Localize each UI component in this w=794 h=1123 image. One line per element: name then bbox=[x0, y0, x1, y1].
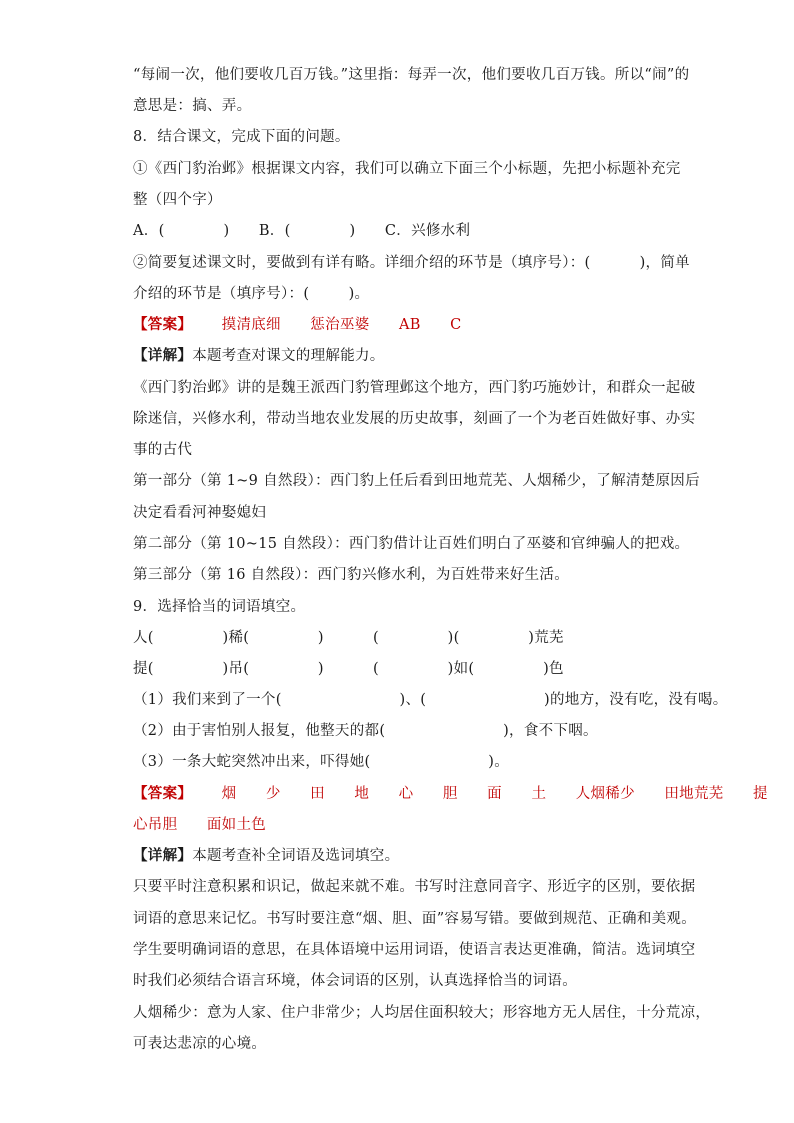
text-line: 学生要明确词语的意思，在具体语境中运用词语，使语言表达更准确，简洁。选词填空 bbox=[133, 942, 696, 958]
text-line: 除迷信，兴修水利，带动当地农业发展的历史故事，刻画了一个为老百姓做好事、办实 bbox=[133, 411, 696, 427]
answer-label: 【答案】 bbox=[133, 785, 193, 802]
detail-label: 【详解】 bbox=[133, 347, 193, 364]
text-line: A．( ) B．( ) C．兴修水利 bbox=[133, 223, 471, 239]
text-line: ①《西门豹治邺》根据课文内容，我们可以确立下面三个小标题，先把小标题补充完 bbox=[133, 161, 681, 177]
answer-text: 烟 少 田 地 心 胆 面 土 人烟稀少 田地荒芜 提 bbox=[192, 786, 768, 802]
detail-text: 本题考查对课文的理解能力。 bbox=[192, 348, 385, 364]
text-line: （1）我们来到了一个( )、( )的地方，没有吃，没有喝。 bbox=[133, 692, 728, 708]
text-line: 人烟稀少：意为人家、住户非常少；人均居住面积较大；形容地方无人居住，十分荒凉， bbox=[133, 1005, 711, 1021]
text-line: 提( )吊( ) ( )如( )色 bbox=[133, 661, 564, 677]
text-line: 《西门豹治邺》讲的是魏王派西门豹管理邺这个地方，西门豹巧施妙计，和群众一起破 bbox=[133, 380, 696, 396]
detail-line bbox=[133, 346, 385, 366]
answer-line bbox=[133, 315, 462, 335]
text-line: 人( )稀( ) ( )( )荒芜 bbox=[133, 630, 564, 646]
text-line: 事的古代 bbox=[133, 442, 193, 458]
text-line: 词语的意思来记忆。书写时要注意“烟、胆、面”容易写错。要做到规范、正确和美观。 bbox=[133, 911, 697, 927]
detail-label: 【详解】 bbox=[133, 847, 193, 864]
text-line: 整（四个字） bbox=[133, 192, 222, 208]
text-line: 介绍的环节是（填序号）：( )。 bbox=[133, 286, 370, 302]
text-line: 意思是：搞、弄。 bbox=[133, 98, 252, 114]
text-line: 第三部分（第 16 自然段）：西门豹兴修水利，为百姓带来好生活。 bbox=[133, 567, 570, 583]
answer-line bbox=[133, 784, 768, 804]
text-line: 可表达悲凉的心境。 bbox=[133, 1036, 267, 1052]
text-line: （2）由于害怕别人报复，他整天的都( )，食不下咽。 bbox=[133, 723, 598, 739]
text-line: ②简要复述课文时，要做到有详有略。详细介绍的环节是（填序号）：( )，简单 bbox=[133, 255, 690, 271]
text-line: 第一部分（第 1~9 自然段）：西门豹上任后看到田地荒芜、人烟稀少，了解清楚原因后 bbox=[133, 473, 700, 489]
text-line: 第二部分（第 10~15 自然段）：西门豹借计让百姓们明白了巫婆和官绅骗人的把戏。 bbox=[133, 536, 690, 552]
answer-label: 【答案】 bbox=[133, 316, 193, 333]
detail-text: 本题考查补全词语及选词填空。 bbox=[192, 848, 400, 864]
text-line: “每闹一次，他们要收几百万钱。”这里指：每弄一次，他们要收几百万钱。所以“闹”的 bbox=[133, 67, 690, 83]
question-9-heading: 9．选择恰当的词语填空。 bbox=[133, 599, 306, 615]
text-line: （3）一条大蛇突然冲出来，吓得她( )。 bbox=[133, 754, 510, 770]
answer-text: 摸清底细 惩治巫婆 AB C bbox=[192, 317, 462, 333]
question-8-heading: 8．结合课文，完成下面的问题。 bbox=[133, 129, 350, 145]
text-line: 时我们必须结合语言环境，体会词语的区别，认真选择恰当的词语。 bbox=[133, 973, 577, 989]
text-line: 决定看看河神娶媳妇 bbox=[133, 505, 267, 521]
answer-text-continued: 心吊胆 面如土色 bbox=[133, 817, 267, 833]
detail-line bbox=[133, 846, 399, 866]
text-line: 只要平时注意积累和识记，做起来就不难。书写时注意同音字、形近字的区别，要依据 bbox=[133, 879, 696, 895]
